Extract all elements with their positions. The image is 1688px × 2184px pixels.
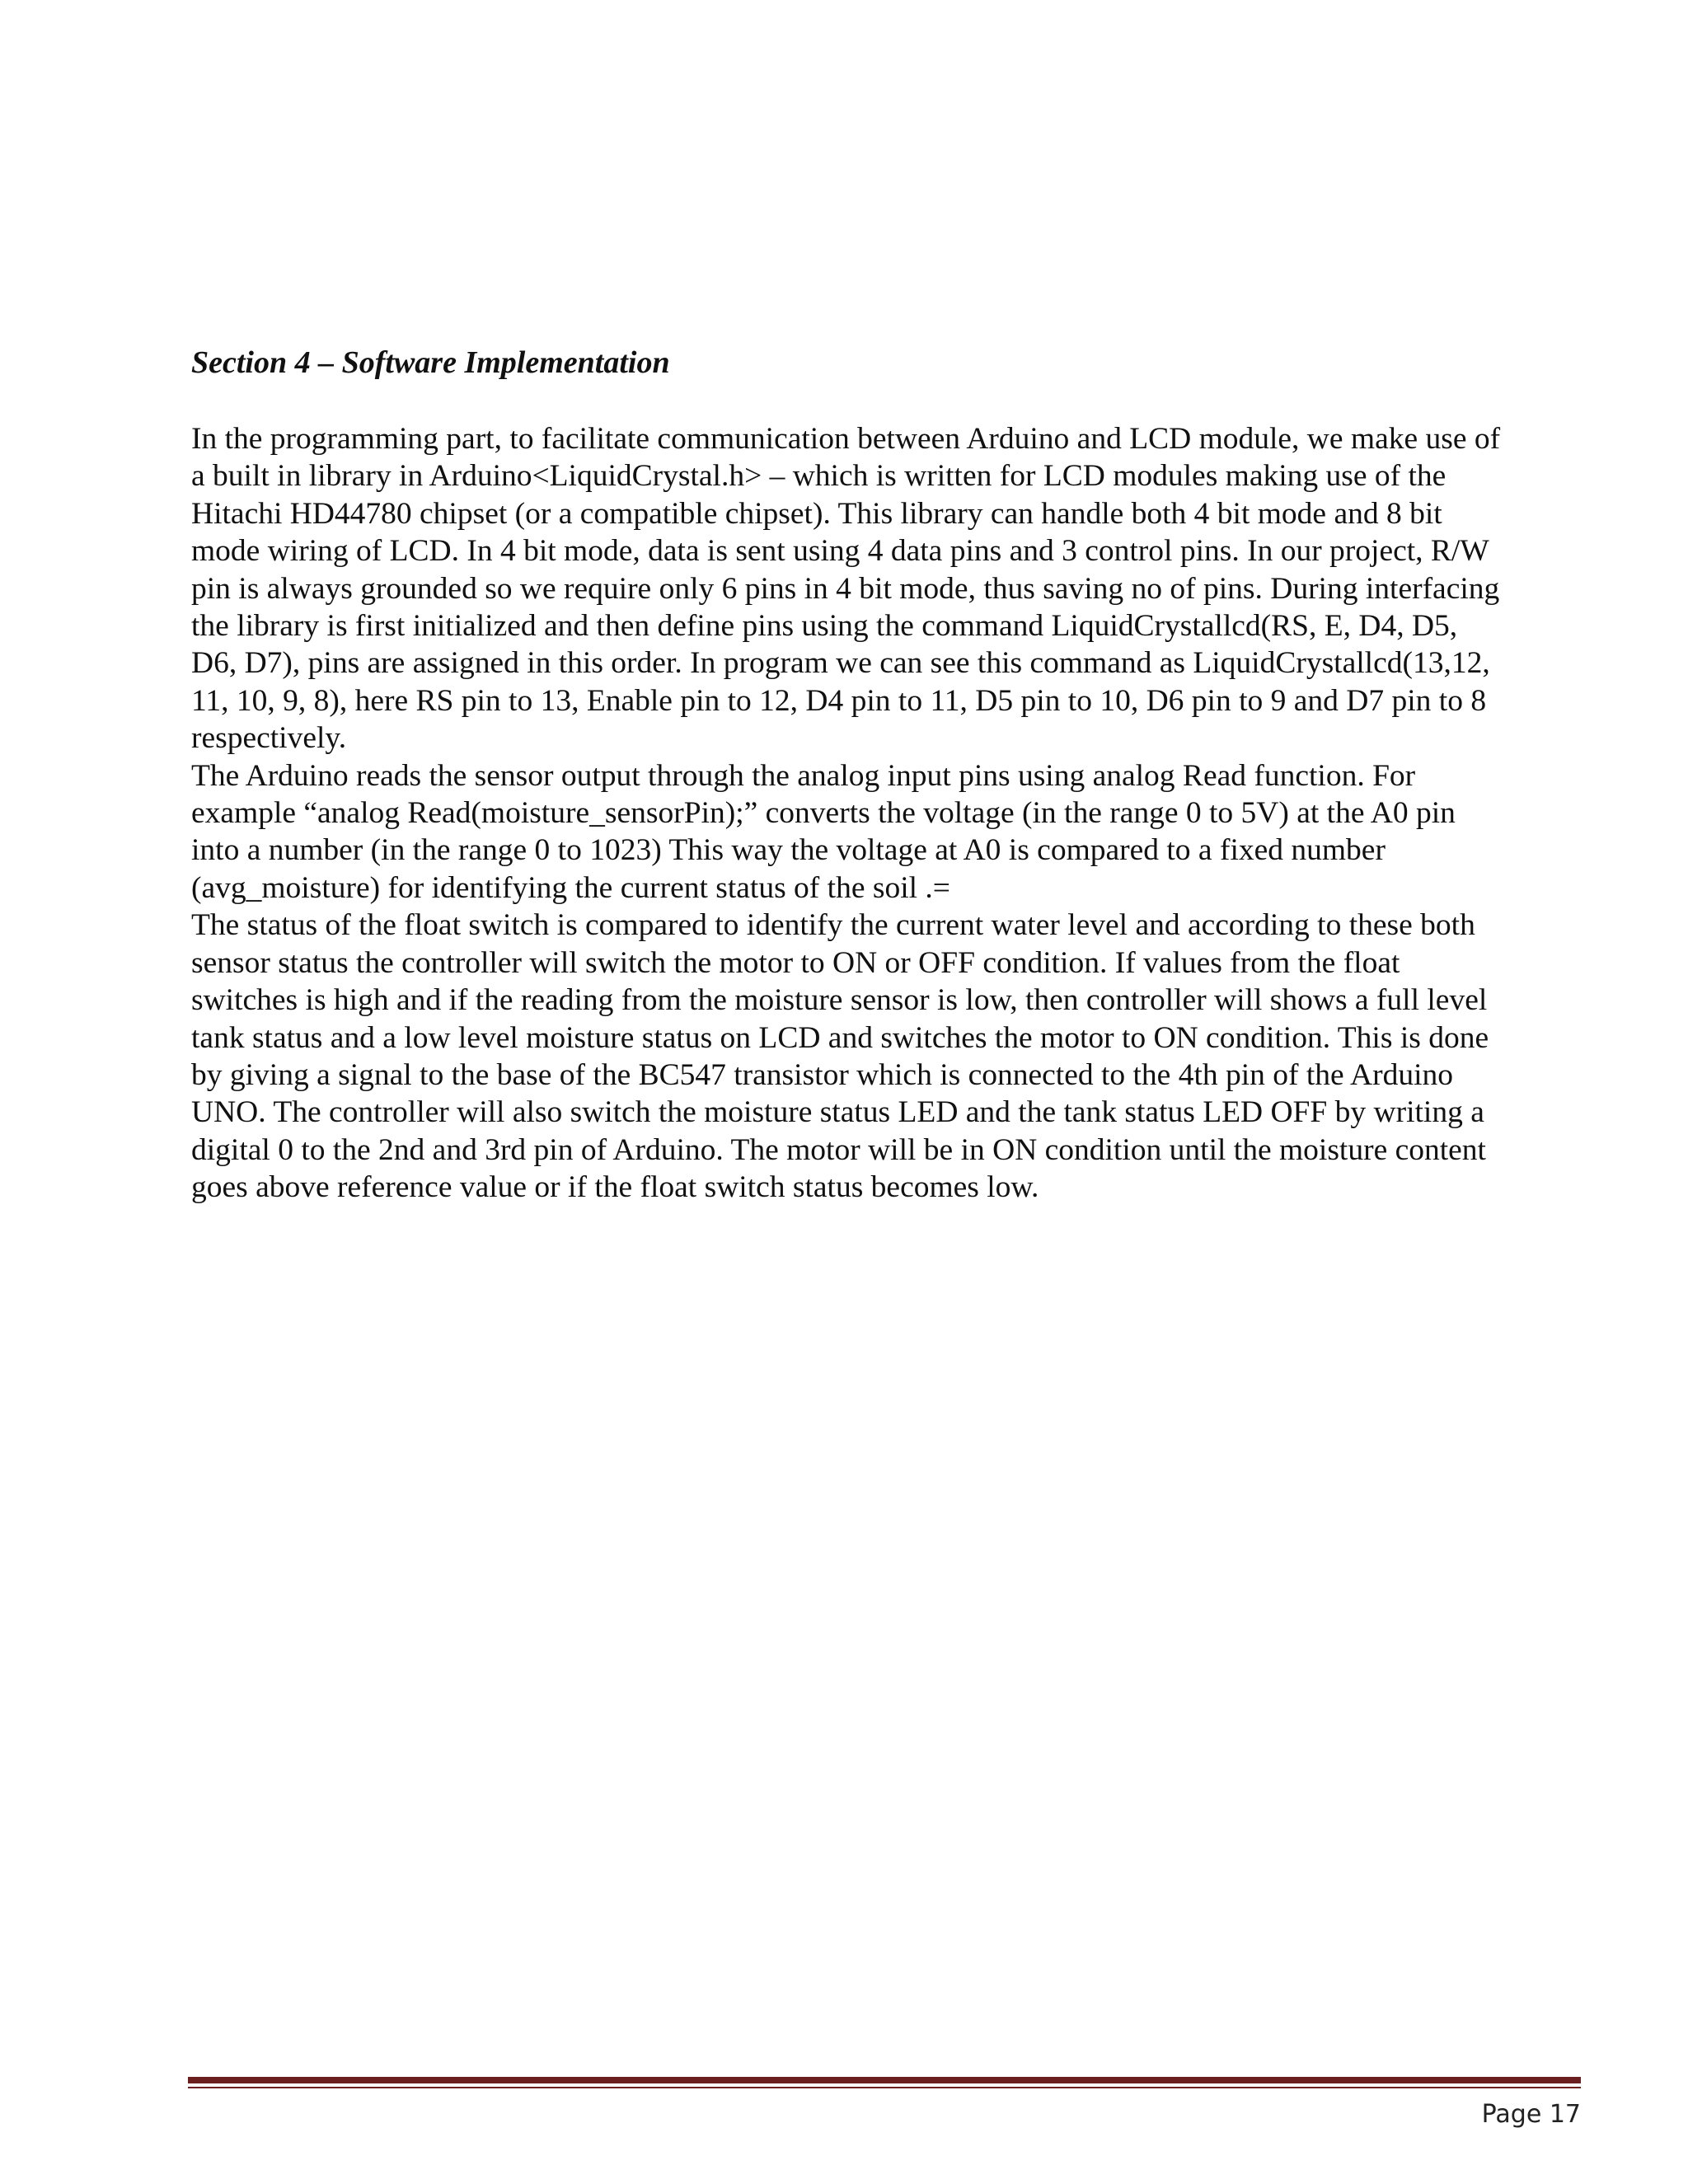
text-line: mode wiring of LCD. In 4 bit mode, data is sent using 4 data pins and 3 control pins. In our project, R/W bbox=[191, 534, 1489, 569]
text-line: into a number (in the range 0 to 1023) This way the voltage at A0 is compared to a fixed number bbox=[191, 833, 1386, 868]
footer-rule-thick bbox=[188, 2077, 1581, 2083]
text-line: example “analog Read(moisture_sensorPin);” converts the voltage (in the range 0 to 5V) at the A0 pin bbox=[191, 796, 1456, 831]
text-line: Hitachi HD44780 chipset (or a compatible chipset). This library can handle both 4 bit mode and 8 bit bbox=[191, 496, 1442, 531]
section-heading: Section 4 – Software Implementation bbox=[191, 345, 670, 380]
page-number: Page 17 bbox=[1481, 2100, 1581, 2129]
text-line: (avg_moisture) for identifying the current status of the soil .= bbox=[191, 870, 950, 905]
text-line: respectively. bbox=[191, 721, 347, 756]
text-line: digital 0 to the 2nd and 3rd pin of Arduino. The motor will be in ON condition until the moisture content bbox=[191, 1132, 1486, 1167]
text-line: The Arduino reads the sensor output through the analog input pins using analog Read function. For bbox=[191, 758, 1416, 793]
text-line: the library is first initialized and then define pins using the command LiquidCrystallcd(RS, E, D4, D5, bbox=[191, 609, 1458, 644]
text-line: UNO. The controller will also switch the moisture status LED and the tank status LED OFF by writing a bbox=[191, 1095, 1484, 1130]
text-line: a built in library in Arduino<LiquidCrystal.h> – which is written for LCD modules making use of the bbox=[191, 459, 1447, 494]
text-line: 11, 10, 9, 8), here RS pin to 13, Enable pin to 12, D4 pin to 11, D5 pin to 10, D6 pin to 9 and D7 pin to 8 bbox=[191, 683, 1487, 718]
page-content bbox=[191, 344, 1592, 1207]
text-line: pin is always grounded so we require only 6 pins in 4 bit mode, thus saving no of pins. During interfacing bbox=[191, 571, 1500, 606]
body-text bbox=[191, 420, 1592, 1207]
text-line: In the programming part, to facilitate communication between Arduino and LCD module, we make use of bbox=[191, 422, 1501, 456]
text-line: switches is high and if the reading from the moisture sensor is low, then controller will shows a full level bbox=[191, 983, 1488, 1018]
footer-rule-thin bbox=[188, 2087, 1581, 2088]
text-line: goes above reference value or if the float switch status becomes low. bbox=[191, 1170, 1039, 1205]
text-line: by giving a signal to the base of the BC547 transistor which is connected to the 4th pin of the Arduino bbox=[191, 1057, 1453, 1092]
text-line: The status of the float switch is compared to identify the current water level and according to these both bbox=[191, 908, 1475, 943]
text-line: D6, D7), pins are assigned in this order. In program we can see this command as LiquidCrystallcd(13,12, bbox=[191, 646, 1490, 681]
text-line: tank status and a low level moisture status on LCD and switches the motor to ON condition. This is done bbox=[191, 1020, 1489, 1055]
text-line: sensor status the controller will switch the motor to ON or OFF condition. If values from the float bbox=[191, 945, 1400, 980]
